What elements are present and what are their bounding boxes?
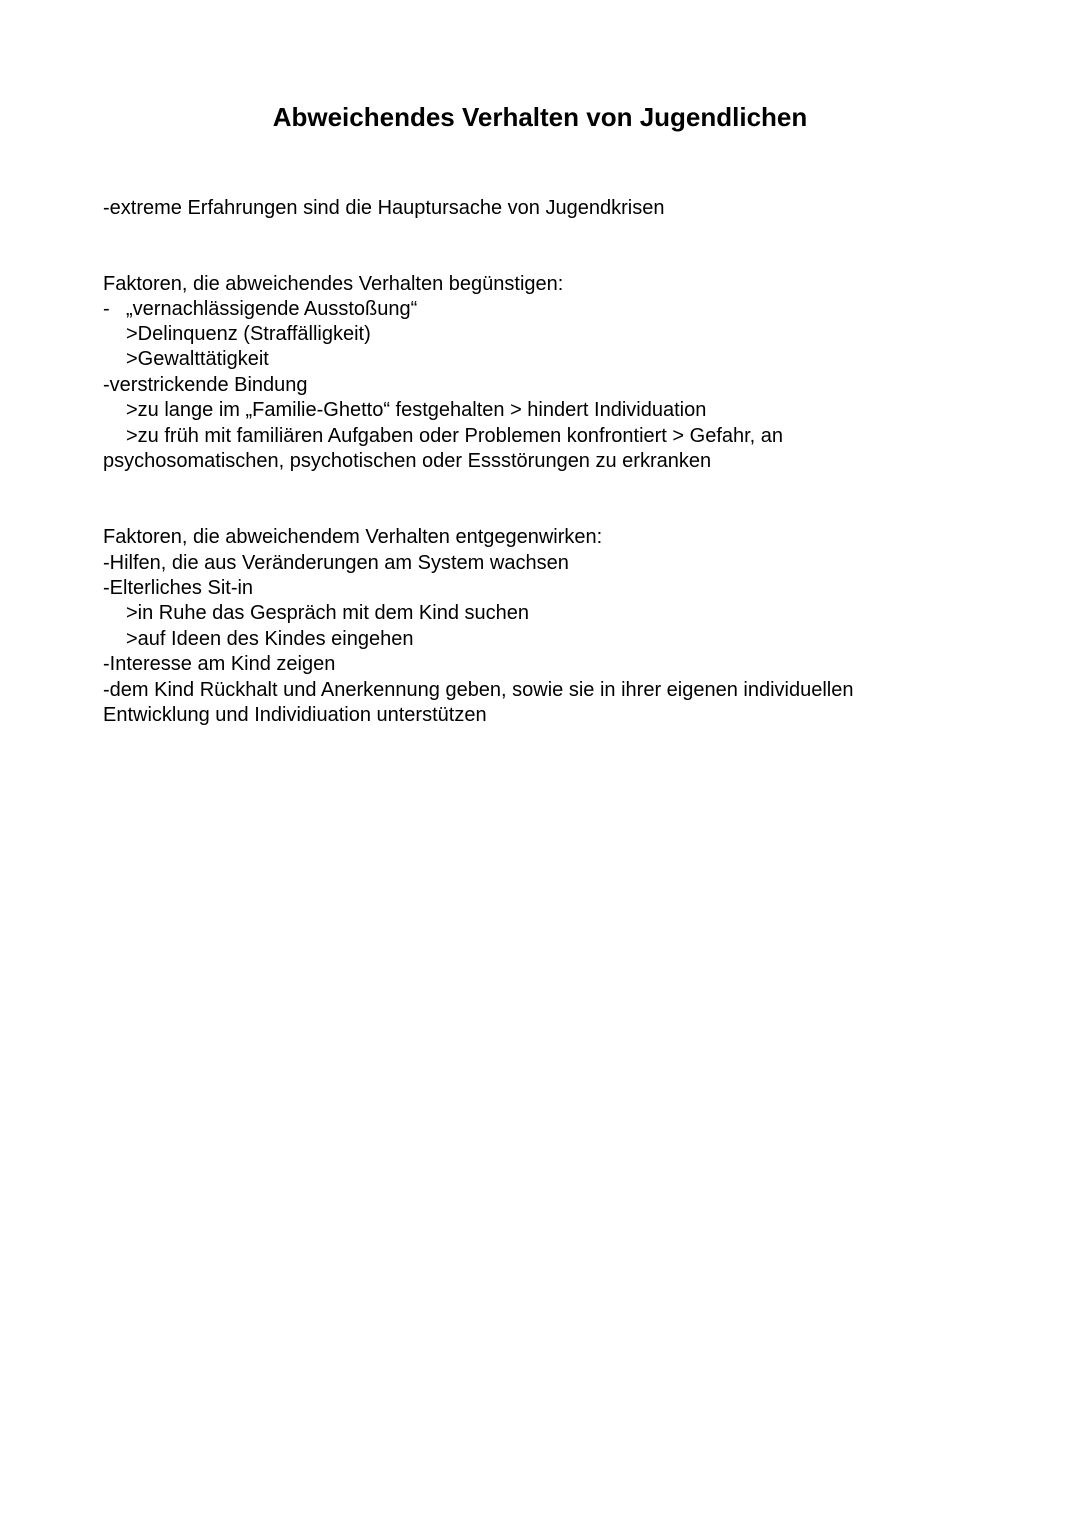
page-title: Abweichendes Verhalten von Jugendlichen — [272, 102, 808, 132]
section2-item3: -Interesse am Kind zeigen — [103, 653, 336, 675]
section2-item2-sub1: >in Ruhe das Gespräch mit dem Kind suchen — [126, 602, 529, 624]
section2-item2-sub2: >auf Ideen des Kindes eingehen — [126, 628, 414, 650]
section1-item2: -verstrickende Bindung — [103, 374, 308, 396]
section1-heading: Faktoren, die abweichendes Verhalten begünstigen: — [103, 273, 564, 295]
section2-item1: -Hilfen, die aus Veränderungen am System wachsen — [103, 552, 569, 574]
intro-text: -extreme Erfahrungen sind die Hauptursache von Jugendkrisen — [103, 197, 665, 219]
section1-item1: „vernachlässigende Ausstoßung“ — [126, 298, 418, 320]
section1-item2-sub2-line1: >zu früh mit familiären Aufgaben oder Problemen konfrontiert > Gefahr, an — [126, 425, 784, 447]
section2-item2: -Elterliches Sit-in — [103, 577, 254, 599]
bullet-marker: - — [103, 298, 110, 320]
section1-item2-sub2-line2: psychosomatischen, psychotischen oder Essstörungen zu erkranken — [103, 450, 712, 472]
section1-item1-sub1: >Delinquenz (Straffälligkeit) — [126, 323, 371, 345]
section2-item4-line1: -dem Kind Rückhalt und Anerkennung geben, sowie sie in ihrer eigenen individuellen — [103, 679, 854, 701]
section2-heading: Faktoren, die abweichendem Verhalten entgegenwirken: — [103, 526, 603, 548]
section2-item4-line2: Entwicklung und Individiuation unterstützen — [103, 704, 487, 726]
section1-item1-sub2: >Gewalttätigkeit — [126, 348, 269, 370]
section1-item2-sub1: >zu lange im „Familie-Ghetto“ festgehalten > hindert Individuation — [126, 399, 707, 421]
